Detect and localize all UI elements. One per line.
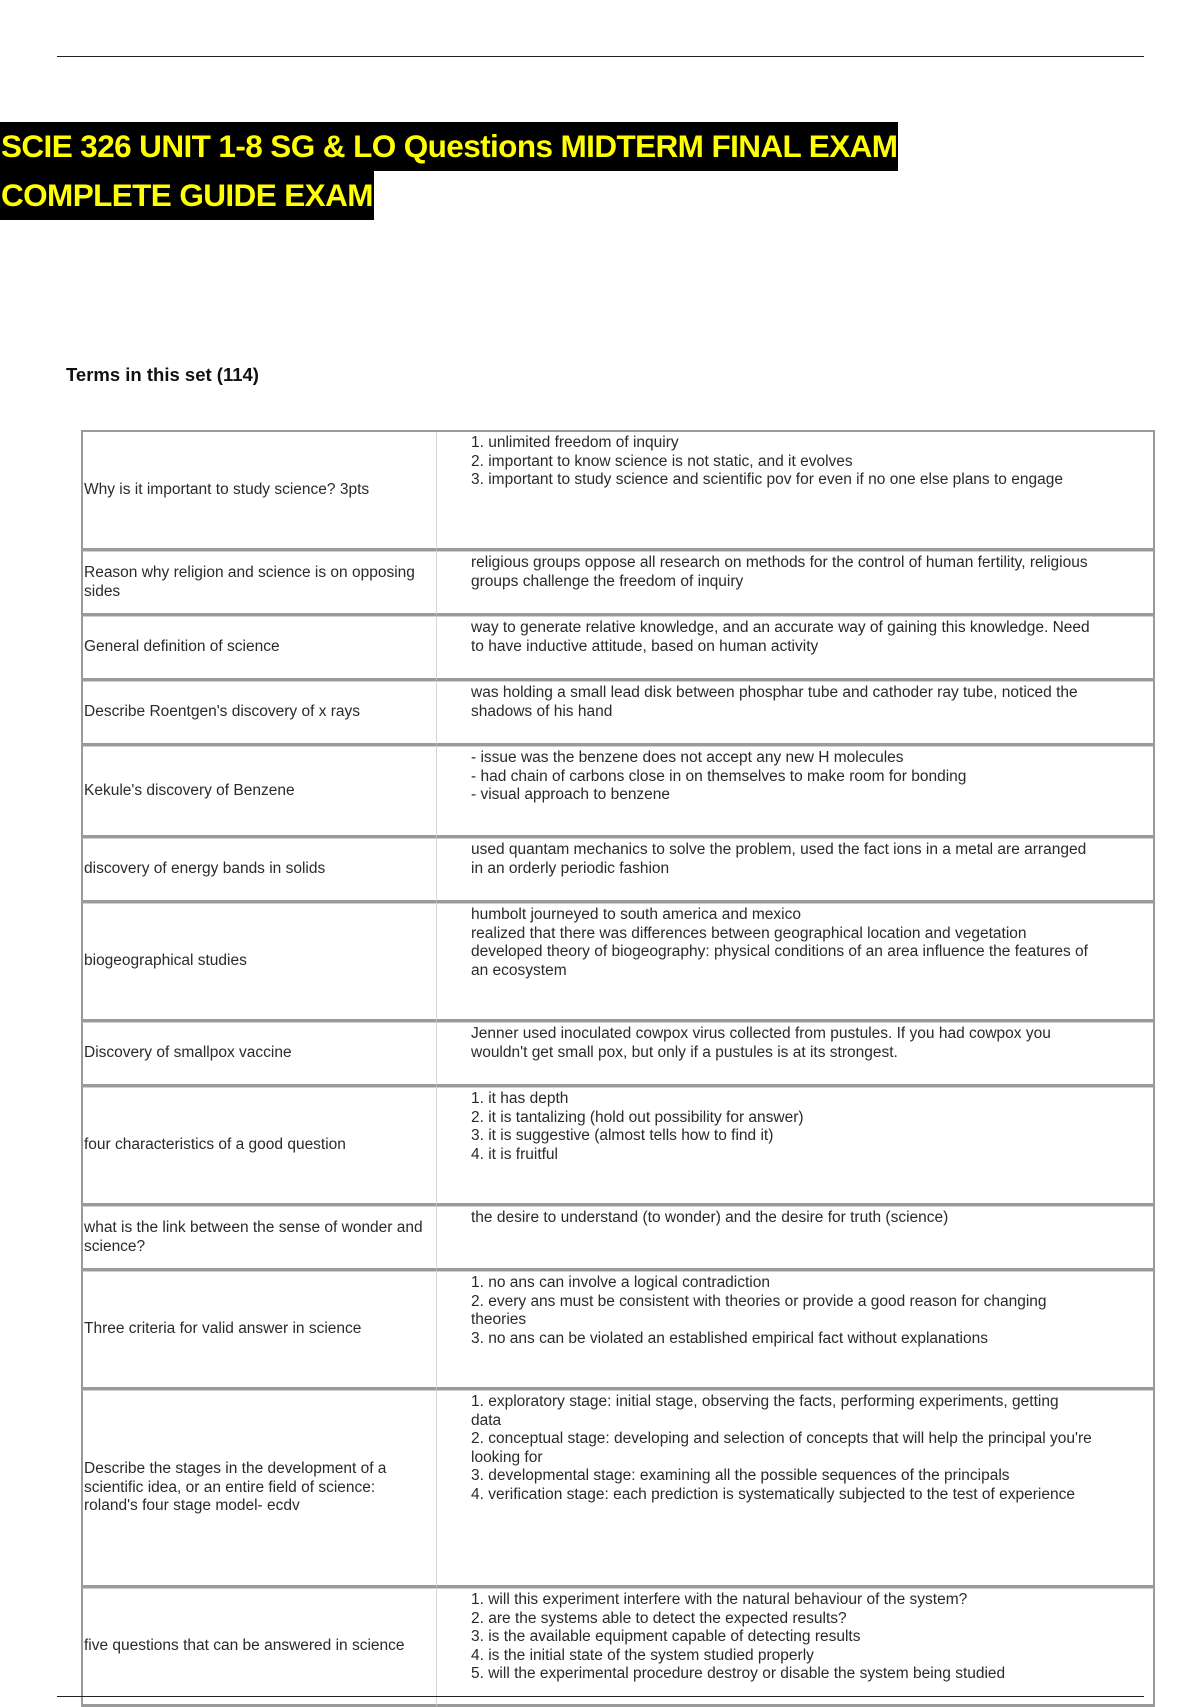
table-row: [83, 1271, 1153, 1390]
term-cell: Discovery of smallpox vaccine: [83, 1022, 437, 1087]
definition-cell: religious groups oppose all research on methods for the control of human fertility, religious groups challenge the freedom of inquiry: [437, 551, 1153, 616]
term-cell: discovery of energy bands in solids: [83, 838, 437, 903]
term-cell: four characteristics of a good question: [83, 1087, 437, 1206]
definition-cell: was holding a small lead disk between phosphar tube and cathoder ray tube, noticed the shadows of his hand: [437, 681, 1153, 746]
title-line-2: COMPLETE GUIDE EXAM: [0, 171, 374, 220]
definition-cell: used quantam mechanics to solve the problem, used the fact ions in a metal are arranged in an orderly periodic fashion: [437, 838, 1153, 903]
document-title: [0, 122, 898, 220]
term-cell: Three criteria for valid answer in science: [83, 1271, 437, 1390]
definition-cell: - issue was the benzene does not accept any new H molecules - had chain of carbons close in on themselves to make room for bonding - visual approach to benzene: [437, 746, 1153, 838]
term-cell: Kekule's discovery of Benzene: [83, 746, 437, 838]
term-cell: General definition of science: [83, 616, 437, 681]
table-row: [83, 1206, 1153, 1271]
terms-table: [81, 430, 1155, 1707]
definition-cell: 1. no ans can involve a logical contradiction 2. every ans must be consistent with theories or provide a good reason for changing theories 3. no ans can be violated an established empirical fact without explanations: [437, 1271, 1153, 1390]
term-cell: five questions that can be answered in science: [83, 1588, 437, 1707]
table-row: [83, 838, 1153, 903]
definition-cell: 1. will this experiment interfere with the natural behaviour of the system? 2. are the systems able to detect the expected results? 3. is the available equipment capable of detecting results 4. is the initial state of the system studied properly 5. will the experimental procedure destroy or disable the system being studied: [437, 1588, 1153, 1707]
term-cell: Describe Roentgen's discovery of x rays: [83, 681, 437, 746]
table-row: [83, 746, 1153, 838]
table-row: [83, 1022, 1153, 1087]
table-row: [83, 681, 1153, 746]
table-row: [83, 551, 1153, 616]
definition-cell: 1. unlimited freedom of inquiry 2. important to know science is not static, and it evolves 3. important to study science and scientific pov for even if no one else plans to engage: [437, 432, 1153, 551]
definition-cell: 1. exploratory stage: initial stage, observing the facts, performing experiments, getting data 2. conceptual stage: developing and selection of concepts that will help the principal you're looking for 3. developmental stage: examining all the possible sequences of the principals 4. verification stage: each prediction is systematically subjected to the test of experience: [437, 1390, 1153, 1588]
definition-cell: humbolt journeyed to south america and mexico realized that there was differences between geographical location and vegetation developed theory of biogeography: physical conditions of an area influence the features of an ecosystem: [437, 903, 1153, 1022]
term-cell: biogeographical studies: [83, 903, 437, 1022]
table-row: [83, 432, 1153, 551]
definition-cell: way to generate relative knowledge, and an accurate way of gaining this knowledge. Need to have inductive attitude, based on human activity: [437, 616, 1153, 681]
term-cell: Reason why religion and science is on opposing sides: [83, 551, 437, 616]
top-rule: [57, 56, 1144, 57]
term-cell: Describe the stages in the development of a scientific idea, or an entire field of science: roland's four stage model- ecdv: [83, 1390, 437, 1588]
table-row: [83, 1087, 1153, 1206]
title-line-1: SCIE 326 UNIT 1-8 SG & LO Questions MIDTERM FINAL EXAM: [0, 122, 898, 171]
definition-cell: Jenner used inoculated cowpox virus collected from pustules. If you had cowpox you wouldn't get small pox, but only if a pustules is at its strongest.: [437, 1022, 1153, 1087]
term-cell: Why is it important to study science? 3pts: [83, 432, 437, 551]
term-cell: what is the link between the sense of wonder and science?: [83, 1206, 437, 1271]
definition-cell: the desire to understand (to wonder) and the desire for truth (science): [437, 1206, 1153, 1271]
table-row: [83, 903, 1153, 1022]
bottom-rule: [57, 1696, 1144, 1697]
table-row: [83, 1588, 1153, 1707]
terms-count-heading: Terms in this set (114): [66, 364, 259, 385]
table-row: [83, 616, 1153, 681]
table-row: [83, 1390, 1153, 1588]
definition-cell: 1. it has depth 2. it is tantalizing (hold out possibility for answer) 3. it is suggestive (almost tells how to find it) 4. it is fruitful: [437, 1087, 1153, 1206]
